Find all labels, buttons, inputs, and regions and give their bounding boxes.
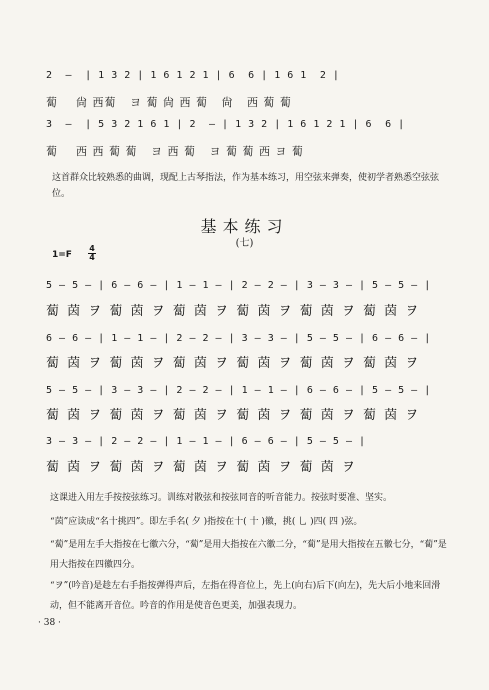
time-sig-numerator: 4 <box>89 244 95 253</box>
exercise-row-4-notes: 3 — 3 — | 2 — 2 — | 1 — 1 — | 6 — 6 — | 5 — 5 — | <box>46 436 366 447</box>
notation-line-2: 3 — | 5 3 2 1 6 1 | 2 — | 1 3 2 | 1 6 1 2 1 | 6 6 | <box>46 119 405 130</box>
key-signature: 1=F <box>52 250 72 260</box>
notation-line-1: 2 — | 1 3 2 | 1 6 1 2 1 | 6 6 | 1 6 1 2 | <box>46 70 340 81</box>
intro-paragraph: 这首群众比较熟悉的曲调，现配上古琴指法，作为基本练习，用空弦来弹奏，使初学者熟悉空弦弦位。 <box>52 173 440 199</box>
explanation-3: “蔔”是用左手大指按在七徽六分，“蔔”是用大指按在六徽二分，“蔔”是用大指按在五徽七分，“蔔”是用大指按在四徽四分。 <box>50 540 447 570</box>
exercise-row-2-notes: 6 — 6 — | 1 — 1 — | 2 — 2 — | 3 — 3 — | 5 — 5 — | 6 — 6 — | <box>46 333 431 344</box>
time-sig-denominator: 4 <box>89 253 95 262</box>
exercise-row-1-notes: 5 — 5 — | 6 — 6 — | 1 — 1 — | 2 — 2 — | 3 — 3 — | 5 — 5 — | <box>46 280 431 291</box>
exercise-row-1-tab: 蔔 茵 ヲ 蔔 茵 ヲ 蔔 茵 ヲ 蔔 茵 ヲ 蔔 茵 ヲ 蔔 茵 ヲ <box>46 304 421 319</box>
explanation-1: 这课进入用左手按按弦练习。训练对散弦和按弦同音的听音能力。按弦时要准、坚实。 <box>50 493 393 503</box>
page-number: · 38 · <box>38 618 61 628</box>
exercise-row-2-tab: 蔔 茵 ヲ 蔔 茵 ヲ 蔔 茵 ヲ 蔔 茵 ヲ 蔔 茵 ヲ 蔔 茵 ヲ <box>46 356 421 371</box>
explanation-4: “ヲ”(吟音)是趁左右手指按弹得声后，左指在得音位上，先上(向右)后下(向左)，先大后小地来回滑动，但不能离开音位。吟音的作用是使音色更美，加强表现力。 <box>50 581 441 611</box>
exercise-row-3-tab: 蔔 茵 ヲ 蔔 茵 ヲ 蔔 茵 ヲ 蔔 茵 ヲ 蔔 茵 ヲ 蔔 茵 ヲ <box>46 408 421 423</box>
tablature-line-1: 蔔 尙 西蔔 ヨ 蔔 尙 西 蔔 尙 西 蔔 蔔 <box>46 96 292 109</box>
explanation-2: “茵”应读成“名十挑四”。即左手名( 夕 )指按在十( 十 )徽，挑( 乚 )四( 四 )弦。 <box>50 517 363 527</box>
exercise-row-3-notes: 5 — 5 — | 3 — 3 — | 2 — 2 — | 1 — 1 — | 6 — 6 — | 5 — 5 — | <box>46 385 431 396</box>
exercise-subtitle: (七) <box>235 238 254 249</box>
exercise-row-4-tab: 蔔 茵 ヲ 蔔 茵 ヲ 蔔 茵 ヲ 蔔 茵 ヲ 蔔 茵 ヲ <box>46 460 357 475</box>
time-signature <box>88 245 96 262</box>
exercise-title: 基本练习 <box>200 217 289 236</box>
tablature-line-2: 蔔 西 西 蔔 蔔 ヨ 西 蔔 ヨ 蔔 蔔 西 ヨ 蔔 <box>46 145 304 158</box>
